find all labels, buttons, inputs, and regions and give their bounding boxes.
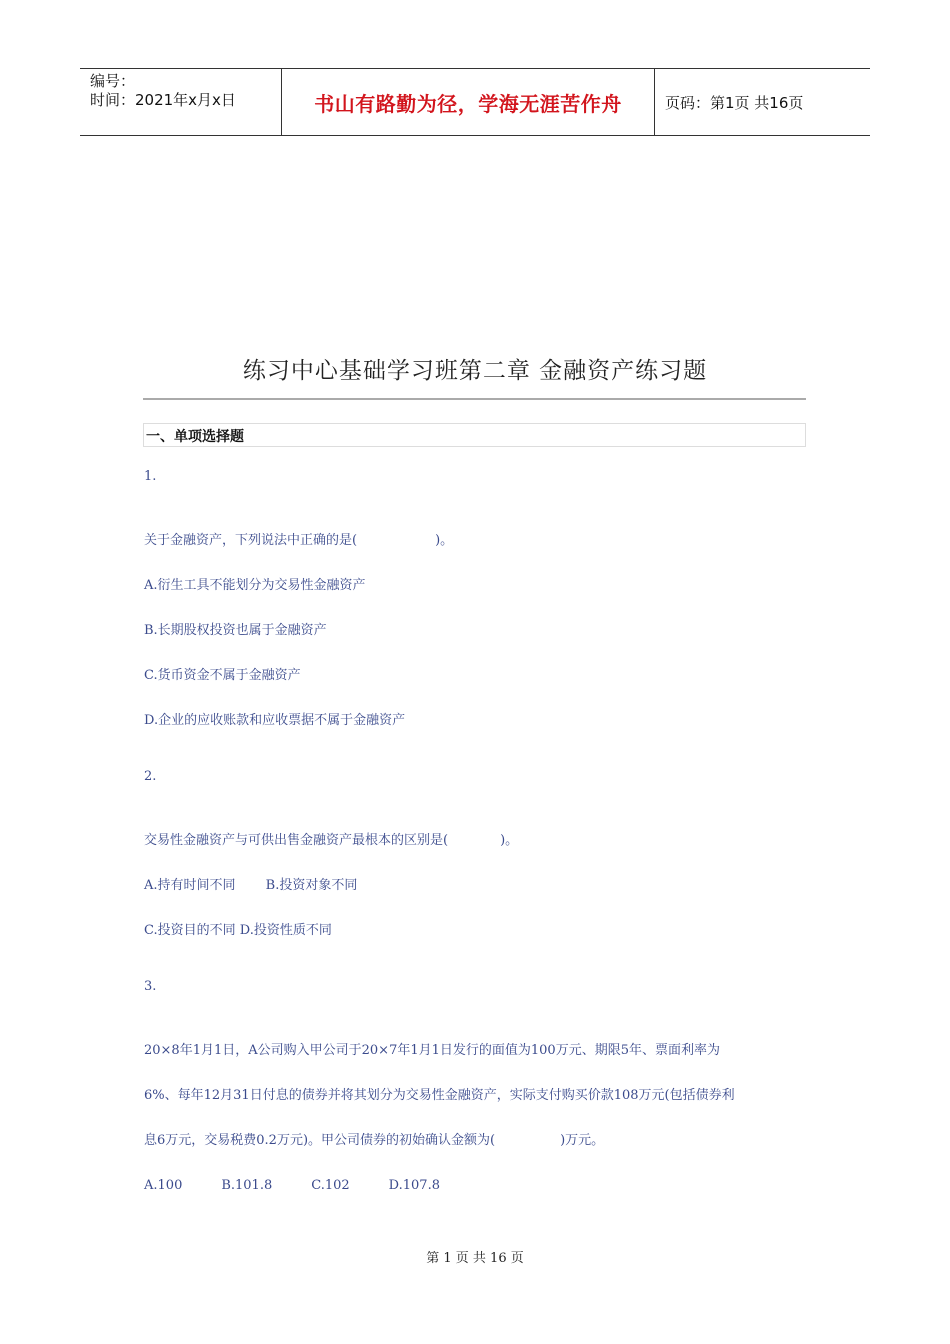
- q3-stem-line3: 息6万元，交易税费0.2万元)。甲公司债券的初始确认金额为( )万元。: [144, 1133, 605, 1148]
- q2-stem: 交易性金融资产与可供出售金融资产最根本的区别是( )。: [144, 833, 519, 848]
- q1-stem: 关于金融资产，下列说法中正确的是( )。: [144, 533, 454, 548]
- number-label: 编号：: [90, 72, 136, 90]
- q3-number: 3.: [144, 979, 157, 994]
- page-footer: 第 1 页 共 16 页: [426, 1251, 524, 1266]
- q2-options-ab: A.持有时间不同 B.投资对象不同: [144, 878, 358, 893]
- document-title: 练习中心基础学习班第二章 金融资产练习题: [242, 358, 708, 384]
- q3-stem-line1: 20×8年1月1日，A公司购入甲公司于20×7年1月1日发行的面值为100万元、期限5年、票面利率为: [144, 1043, 720, 1058]
- q1-option-c: C.货币资金不属于金融资产: [144, 668, 301, 683]
- q1-option-d: D.企业的应收账款和应收票据不属于金融资产: [144, 713, 406, 728]
- header-left-cell: [80, 69, 282, 135]
- q3-stem-line2: 6%、每年12月31日付息的债券并将其划分为交易性金融资产，实际支付购买价款108万元(包括债券利: [144, 1088, 735, 1103]
- page-header: [80, 68, 870, 136]
- q1-number: 1.: [144, 469, 157, 484]
- section-heading: 一、单项选择题: [143, 423, 806, 447]
- q2-number: 2.: [144, 769, 157, 784]
- header-motto: 书山有路勤为径，学海无涯苦作舟: [282, 69, 655, 135]
- date-label: 时间：2021年x月x日: [90, 91, 236, 109]
- title-divider: [143, 398, 806, 400]
- q2-options-cd: C.投资目的不同 D.投资性质不同: [144, 923, 332, 938]
- q1-option-a: A.衍生工具不能划分为交易性金融资产: [144, 578, 366, 593]
- header-page-info: 页码：第1页 共16页: [665, 93, 804, 112]
- q1-option-b: B.长期股权投资也属于金融资产: [144, 623, 327, 638]
- q3-options: A.100 B.101.8 C.102 D.107.8: [144, 1178, 440, 1193]
